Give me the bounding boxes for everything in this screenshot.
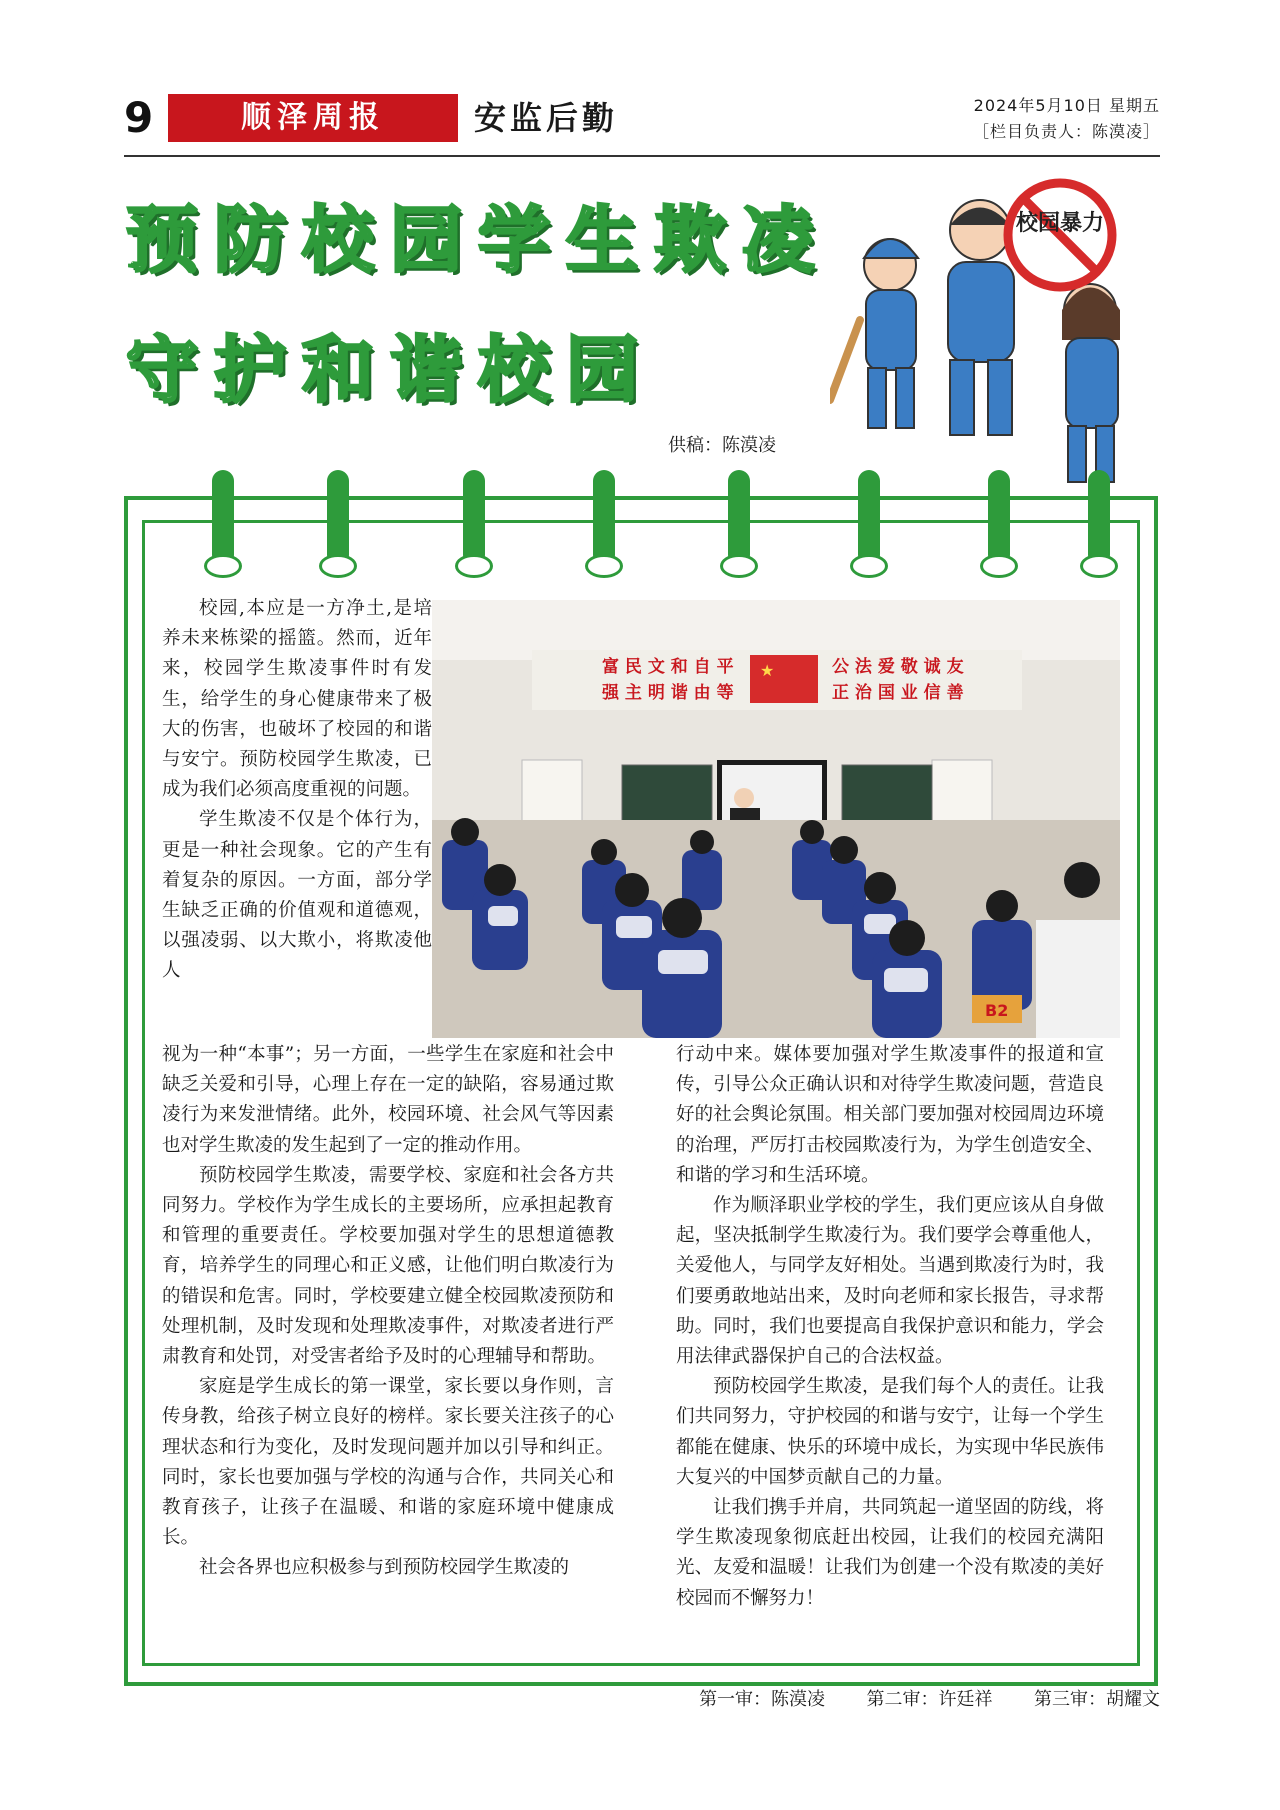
binder-tab [1088,470,1110,566]
article-paragraph: 预防校园学生欺凌，需要学校、家庭和社会各方共同努力。学校作为学生成长的主要场所，应承担起教育和管理的重要责任。学校要加强对学生的思想道德教育，培养学生的同理心和正义感，让他们明白欺凌行为的错误和危害。同时，学校要建立健全校园欺凌预防和处理机制，及时发现和处理欺凌事件，对欺凌者进行严肃教育和处罚，对受害者给予及时的心理辅导和帮助。 [162,1164,614,1368]
anti-bullying-illustration [830,170,1160,500]
article-paragraph: 社会各界也应积极参与到预防校园学生欺凌的 [199,1557,570,1579]
article-wrap-column [162,594,432,987]
issue-date: 2024年5月10日 星期五 [973,96,1160,115]
article-paragraph-continued: 视为一种“本事”；另一方面，一些学生在家庭和社会中缺乏关爱和引导，心理上存在一定的缺陷，容易通过欺凌行为来发泄情绪。此外，校园环境、社会风气等因素也对学生欺凌的发生起到了一定的推动作用。 [162,1044,614,1156]
binder-tab [728,470,750,566]
banner-text-right-top: 公 法 爱 敬 诚 友 [832,657,964,677]
boy-with-bat-figure [830,239,918,428]
sign-text: 校园暴力 [1015,211,1105,236]
page-header [124,90,1160,148]
article-paragraph: 家庭是学生成长的第一课堂，家长要以身作则，言传身教，给孩子树立良好的榜样。家长要关注孩子的心理状态和行为变化，及时发现问题并加以引导和纠正。同时，家长也要加强与学校的沟通与合作，共同关心和教育孩子，让孩子在温暖、和谐的家庭环境中健康成长。 [162,1376,614,1549]
article-paragraph: 预防校园学生欺凌，是我们每个人的责任。让我们共同努力，守护校园的和谐与安宁，让每一个学生都能在健康、快乐的环境中成长，为实现中华民族伟大复兴的中国梦贡献自己的力量。 [676,1376,1104,1488]
binder-tab [858,470,880,566]
newspaper-masthead: 顺泽周报 [168,94,458,142]
binder-tab [212,470,234,566]
prohibition-sign-icon [1008,183,1112,287]
review-second: 第二审：许廷祥 [866,1689,993,1710]
girl-figure [1062,284,1120,482]
binder-tab [593,470,615,566]
headline-line-1: 预防校园学生欺凌 [126,198,831,282]
review-third: 第三审：胡耀文 [1034,1689,1160,1710]
article-left-column [162,1040,614,1584]
contributor-credit: 供稿：陈漠凌 [668,435,776,456]
article-paragraph: 作为顺泽职业学校的学生，我们更应该从自身做起，坚决抵制学生欺凌行为。我们要学会尊重他人，关爱他人，与同学友好相处。当遇到欺凌行为时，我们要勇敢地站出来，及时向老师和家长报告，寻求帮助。同时，我们也要提高自我保护意识和能力，学会用法律武器保护自己的合法权益。 [676,1195,1104,1368]
review-credits [699,1688,1160,1712]
binder-tab [463,470,485,566]
article-paragraph: 学生欺凌不仅是个体行为，更是一种社会现象。它的产生有着复杂的原因。一方面，部分学生缺乏正确的价值观和道德观，以强凌弱、以大欺小，将欺凌他人 [162,809,432,982]
banner-text-left-bottom: 强 主 明 谐 由 等 [602,683,734,703]
binder-tab [327,470,349,566]
svg-text:★: ★ [760,661,775,680]
classroom-photo [432,600,1120,1038]
article-right-column [676,1040,1104,1614]
article-paragraph-continued: 行动中来。媒体要加强对学生欺凌事件的报道和宣传，引导公众正确认识和对待学生欺凌问题，营造良好的社会舆论氛围。相关部门要加强对校园周边环境的治理，严厉打击校园欺凌行为，为学生创造安全、和谐的学习和生活环境。 [676,1044,1104,1186]
header-rule [124,155,1160,157]
review-first: 第一审：陈漠凌 [699,1689,826,1710]
column-editor: ［栏目负责人：陈漠凌］ [972,122,1160,141]
article-paragraph: 校园,本应是一方净土,是培养未来栋梁的摇篮。然而，近年来，校园学生欺凌事件时有发生，给学生的身心健康带来了极大的伤害，也破坏了校园的和谐与安宁。预防校园学生欺凌，已成为我们必须高度重视的问题。 [162,598,432,801]
article-paragraph: 让我们携手并肩，共同筑起一道坚固的防线，将学生欺凌现象彻底赶出校园，让我们的校园充满阳光、友爱和温暖！让我们为创建一个没有欺凌的美好校园而不懈努力！ [676,1497,1104,1609]
banner-text-left-top: 富 民 文 和 自 平 [602,657,734,677]
seat-label: B2 [985,1001,1009,1020]
section-title: 安监后勤 [474,99,619,137]
page-number: 9 [124,93,154,142]
headline-line-2: 守护和谐校园 [126,328,655,412]
binder-tab [988,470,1010,566]
banner-text-right-bottom: 正 治 国 业 信 善 [832,683,964,703]
